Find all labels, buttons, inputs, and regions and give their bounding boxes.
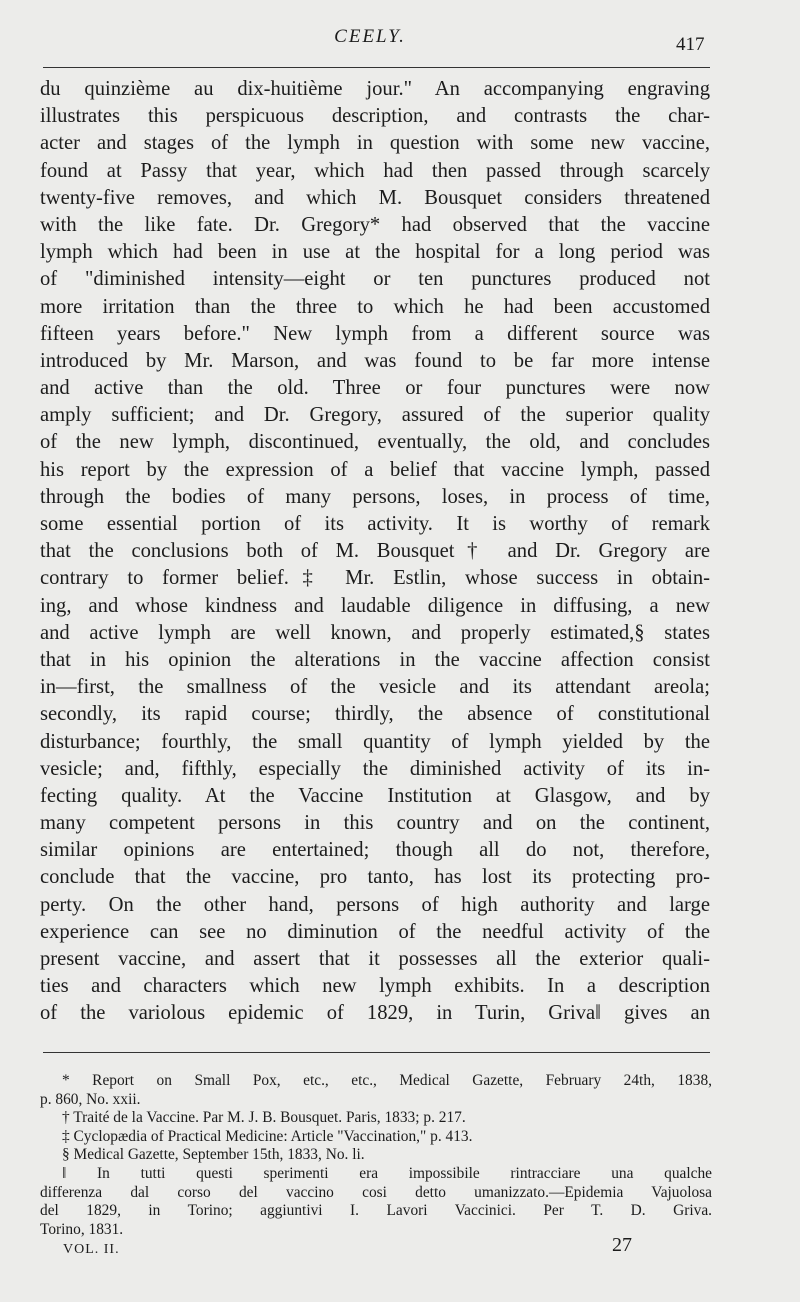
text-line: and active than the old. Three or four punctures were now	[40, 377, 710, 400]
body-text	[40, 76, 710, 1028]
running-title: CEELY.	[334, 26, 406, 47]
text-line: ties and characters which new lymph exhibits. In a description	[40, 975, 710, 998]
footnote-line: p. 860, No. xxii.	[40, 1090, 141, 1108]
text-line: experience can see no diminution of the needful activity of the	[40, 920, 710, 943]
text-line: found at Passy that year, which had then passed through scarcely	[40, 159, 710, 182]
text-line: through the bodies of many persons, loses, in process of time,	[40, 485, 710, 508]
sheet-number: 27	[612, 1234, 632, 1256]
text-line: many competent persons in this country and on the continent,	[40, 812, 710, 835]
text-line: amply sufficient; and Dr. Gregory, assured of the superior quality	[40, 404, 710, 427]
text-line: lymph which had been in use at the hospital for a long period was	[40, 241, 710, 264]
footnote-line: Torino, 1831.	[40, 1220, 124, 1238]
text-line: more irritation than the three to which he had been accustomed	[40, 295, 710, 318]
text-line: disturbance; fourthly, the small quantity of lymph yielded by the	[40, 730, 710, 753]
text-line: contrary to former belief.‡ Mr. Estlin, whose success in obtain-	[40, 567, 710, 590]
footnote-line: del 1829, in Torino; aggiuntivi I. Lavori Vaccinici. Per T. D. Griva.	[40, 1202, 712, 1220]
text-line: illustrates this perspicuous description, and contrasts the char-	[40, 105, 710, 128]
text-line: of "diminished intensity—eight or ten punctures produced not	[40, 268, 710, 291]
footnote-rule	[43, 1052, 710, 1053]
text-line: perty. On the other hand, persons of high authority and large	[40, 893, 710, 916]
text-line: vesicle; and, fifthly, especially the diminished activity of its in-	[40, 757, 710, 780]
text-line: fecting quality. At the Vaccine Institution at Glasgow, and by	[40, 784, 710, 807]
text-line: in—first, the smallness of the vesicle and its attendant areola;	[40, 676, 710, 699]
running-head	[0, 26, 800, 56]
footnote-line: § Medical Gazette, September 15th, 1833, No. li.	[62, 1146, 365, 1164]
text-line: and active lymph are well known, and properly estimated,§ states	[40, 621, 710, 644]
text-line: acter and stages of the lymph in question with some new vaccine,	[40, 132, 710, 155]
text-line: some essential portion of its activity. It is worthy of remark	[40, 513, 710, 535]
text-line: that the conclusions both of M. Bousquet† and Dr. Gregory are	[40, 540, 710, 563]
text-line: secondly, its rapid course; thirdly, the absence of constitutional	[40, 703, 710, 726]
footnote-line: ‡ Cyclopædia of Practical Medicine: Article "Vaccination," p. 413.	[62, 1127, 473, 1145]
footnote-line: † Traité de la Vaccine. Par M. J. B. Bousquet. Paris, 1833; p. 217.	[62, 1109, 466, 1127]
text-line: conclude that the vaccine, pro tanto, has lost its protecting pro-	[40, 866, 710, 889]
text-line: present vaccine, and assert that it possesses all the exterior quali-	[40, 948, 710, 970]
text-line: with the like fate. Dr. Gregory* had observed that the vaccine	[40, 213, 710, 236]
footnote-line: ‖ In tutti questi sperimenti era impossibile rintracciare una qualche	[62, 1164, 712, 1182]
text-line: similar opinions are entertained; though all do not, therefore,	[40, 839, 710, 862]
page-number: 417	[676, 34, 705, 55]
footnote-line: differenza dal corso del vaccino cosi detto umanizzato.—Epidemia Vajuolosa	[40, 1183, 712, 1201]
footnotes	[40, 1072, 712, 1239]
footnote-line: * Report on Small Pox, etc., etc., Medical Gazette, February 24th, 1838,	[62, 1072, 712, 1089]
text-line: of the variolous epidemic of 1829, in Turin, Griva‖ gives an	[40, 1002, 710, 1025]
text-line: introduced by Mr. Marson, and was found to be far more intense	[40, 349, 710, 372]
text-line: du quinzième au dix-huitième jour." An accompanying engraving	[40, 78, 710, 100]
text-line: that in his opinion the alterations in the vaccine affection consist	[40, 648, 710, 671]
header-rule	[43, 67, 710, 68]
text-line: ing, and whose kindness and laudable diligence in diffusing, a new	[40, 594, 710, 617]
text-line: twenty-five removes, and which M. Bousquet considers threatened	[40, 186, 710, 209]
text-line: his report by the expression of a belief that vaccine lymph, passed	[40, 458, 710, 481]
text-line: of the new lymph, discontinued, eventually, the old, and concludes	[40, 431, 710, 454]
text-line: fifteen years before." New lymph from a different source was	[40, 322, 710, 345]
volume-signature: VOL. II.	[63, 1242, 120, 1257]
